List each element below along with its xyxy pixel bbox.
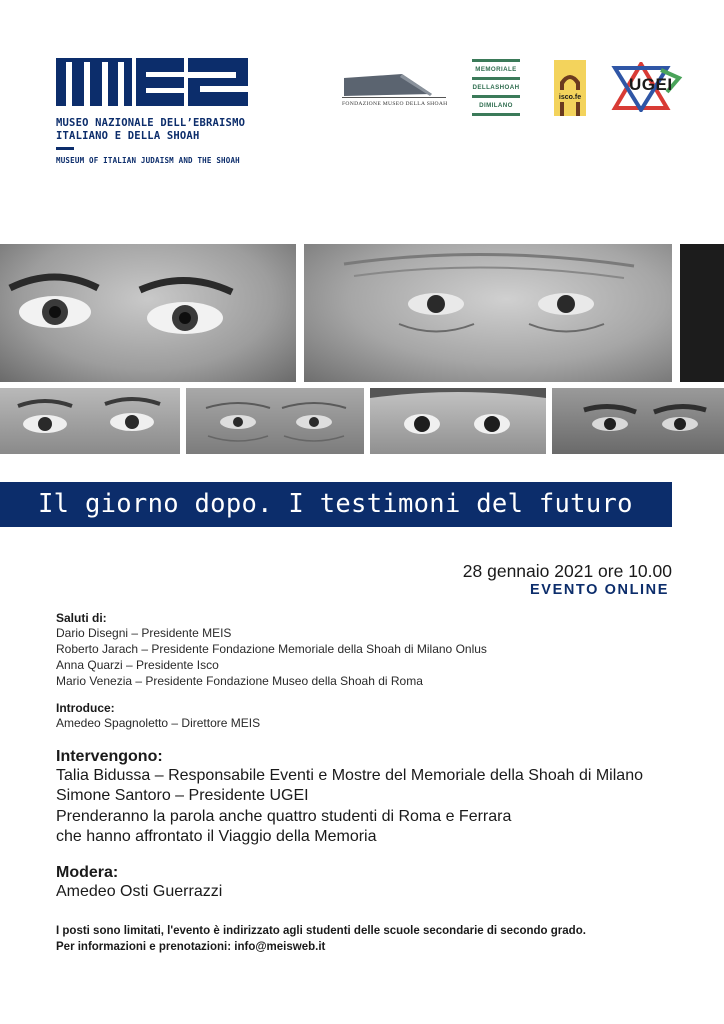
photo-elderly-man-eyes	[304, 244, 672, 382]
isco-text: isco.fe	[558, 94, 582, 101]
isco-arch-icon	[554, 60, 586, 116]
intervengono-line: che hanno affrontato il Viaggio della Memoria	[56, 827, 377, 845]
photo-man-eyes	[552, 388, 724, 454]
modera-line: Amedeo Osti Guerrazzi	[56, 883, 223, 900]
photo-youth-eyes	[0, 388, 180, 454]
footer-notes	[56, 923, 586, 955]
saluti-line: Mario Venezia – Presidente Fondazione Museo della Shoah di Roma	[56, 674, 423, 688]
meis-subtitle-it-2: ITALIANO E DELLA SHOAH	[56, 130, 200, 142]
event-date: 28 gennaio 2021 ore 10.00	[462, 561, 672, 581]
saluti-line: Roberto Jarach – Presidente Fondazione Memoriale della Shoah di Milano Onlus	[56, 642, 487, 656]
footer-contact: Per informazioni e prenotazioni: info@meisweb.it	[56, 941, 326, 953]
meis-subtitle-it-1: MUSEO NAZIONALE DELL’EBRAISMO	[56, 117, 246, 129]
title-banner	[0, 482, 672, 527]
intervengono-line: Prenderanno la parola anche quattro studenti di Roma e Ferrara	[56, 807, 512, 825]
ugei-logo	[611, 62, 685, 112]
modera-section	[56, 864, 222, 902]
event-format: EVENTO ONLINE	[530, 582, 669, 598]
intervengono-section	[56, 748, 643, 847]
memoriale-bar	[472, 113, 520, 116]
saluti-line: Dario Disegni – Presidente MEIS	[56, 626, 232, 640]
meis-logo	[56, 58, 248, 106]
memoriale-line-2: DELLASHOAH	[472, 84, 520, 91]
memoriale-bar	[472, 95, 520, 98]
meis-divider	[56, 147, 74, 150]
photo-dark-strip	[680, 244, 724, 382]
memoriale-shoah-logo	[472, 59, 520, 117]
isco-logo	[554, 60, 586, 116]
event-title: Il giorno dopo. I testimoni del futuro	[38, 489, 633, 519]
ugei-text: UGEI	[629, 75, 673, 94]
memoriale-line-1: MEMORIALE	[475, 66, 517, 73]
memoriale-line-3: DIMILANO	[479, 102, 513, 109]
modera-heading: Modera:	[56, 864, 119, 881]
intervengono-line: Simone Santoro – Presidente UGEI	[56, 787, 309, 805]
footer-note: I posti sono limitati, l'evento è indirizzato agli studenti delle scuole secondarie di secondo grado.	[56, 925, 586, 937]
photo-toddler-eyes	[370, 388, 546, 454]
introduce-section	[56, 701, 260, 731]
meis-subtitle-en: MUSEUM OF ITALIAN JUDAISM AND THE SHOAH	[56, 156, 240, 165]
introduce-line: Amedeo Spagnoletto – Direttore MEIS	[56, 716, 261, 730]
memoriale-bar	[472, 77, 520, 80]
intervengono-line: Talia Bidussa – Responsabile Eventi e Mostre del Memoriale della Shoah di Milano	[56, 767, 643, 784]
intervengono-heading: Intervengono:	[56, 748, 163, 765]
photo-child-eyes	[0, 244, 296, 382]
saluti-heading: Saluti di:	[56, 611, 107, 625]
introduce-heading: Introduce:	[56, 701, 115, 715]
photo-elderly-woman-eyes	[186, 388, 364, 454]
fondazione-museo-shoah-text: FONDAZIONE MUSEO DELLA SHOAH	[342, 101, 448, 107]
saluti-line: Anna Quarzi – Presidente Isco	[56, 658, 219, 672]
saluti-section	[56, 611, 487, 689]
memoriale-bar	[472, 59, 520, 62]
